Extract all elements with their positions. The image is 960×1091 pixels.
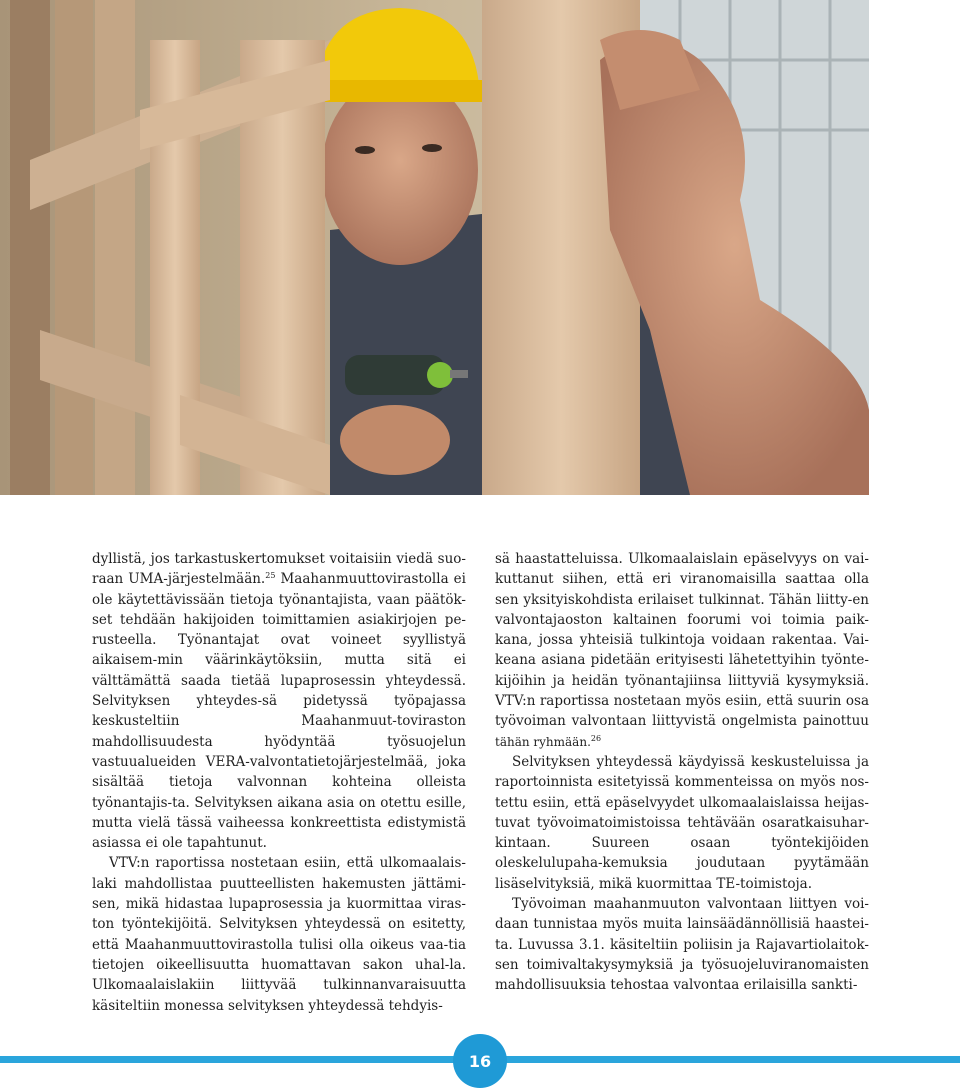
left-paragraph-1-part-b: Maahanmuuttovirastolla ei ole käytettävissään tietoja työnantajista, vaan päätök-set tehdään hakijoiden toimittamien asiakirjojen pe-rusteella. Työnantajat ovat voineet syyllistyä aikaisem-min väärinkäytöksiin, mutta sitä ei välttämättä saada tietää lupaprosessin yhteydessä. Selvityksen yhteydes-sä pidetyssä työpajassa keskusteltiin Maahanmuut-toviraston mahdollisuudesta hyödyntää työsuojelun vastuualueiden VERA-valvontatietojärjestelmää, joka sisältää tietoja valvonnan kohteina olleista työnantajis-ta. Selvityksen aikana asia on otettu esille, mutta vielä tässä vaiheessa konkreettista edistymistä asiassa ei ole tapahtunut. bbox=[92, 571, 466, 852]
footnote-ref-26[interactable]: 26 bbox=[590, 733, 602, 743]
page-number: 16 bbox=[468, 1051, 492, 1071]
construction-worker-photo bbox=[0, 0, 869, 495]
left-paragraph-1-part-a: dyllistä, jos tarkastuskertomukset voitaisiin viedä suo-raan UMA-järjestelmään. bbox=[92, 551, 466, 588]
right-paragraph-3: Työvoiman maahanmuuton valvontaan liittyen voi-daan tunnistaa myös muita lainsäädännöllisiä haastei-ta. Luvussa 3.1. käsiteltiin poliisin ja Rajavartiolaitok-sen toimivaltakysymyksiä ja työsuojeluviranomaisten mahdollisuuksia tehostaa valvontaa erilaisilla sankti- bbox=[495, 896, 869, 994]
left-text-column bbox=[92, 549, 466, 1016]
right-paragraph-1-small-text: tähän ryhmään. bbox=[495, 734, 591, 749]
left-paragraph-1 bbox=[92, 549, 466, 853]
right-paragraph-1-text: sä haastatteluissa. Ulkomaalaislain epäselvyys on vai-kuttanut siihen, että eri viranomaisilla saattaa olla sen yksityiskohdista erilaiset tulkinnat. Tähän liitty-en valvontajaoston kaltainen foorumi voi toimia paik-kana, jossa yhteisiä tulkintoja voidaan rakentaa. Vai-keana asiana pidetään erityisesti lähetettyihin työnte-kijöihin ja heidän työnantajiinsa liittyviä kysymyksiä. VTV:n raportissa nostetaan myös esiin, että suurin osa työvoiman valvontaan liittyvistä ongelmista painottuu bbox=[495, 551, 869, 730]
left-paragraph-2: VTV:n raportissa nostetaan esiin, että ulkomaalais-laki mahdollistaa puutteellisten hakemusten jättämi-sen, mikä hidastaa lupaprosessia ja kuormittaa viras-ton työntekijöitä. Selvityksen yhteydessä on esitetty, että Maahanmuuttovirastolla tulisi olla oikeus vaa-tia tietojen oikeellisuutta huomattavan sakon uhal-la. Ulkomaalaislakiin liittyvää tulkinnanvaraisuutta käsiteltiin monessa selvityksen yhteydessä tehdyis- bbox=[92, 855, 466, 1014]
right-text-column bbox=[495, 549, 869, 996]
right-paragraph-1 bbox=[495, 549, 869, 752]
footnote-ref-25[interactable]: 25 bbox=[265, 571, 276, 581]
page-number-badge bbox=[453, 1034, 507, 1088]
construction-worker-photo-icon bbox=[0, 0, 869, 495]
right-paragraph-2: Selvityksen yhteydessä käydyissä keskusteluissa ja raportoinnista esitetyissä kommenteissa on myös nos-tettu esiin, että epäselvyydet ulkomaalaislaissa heijas-tuvat työvoimatoimistoissa tehtävään osaratkaisuhar-kintaan. Suureen osaan työntekijöiden oleskelulupaha-kemuksia joudutaan pyytämään lisäselvityksiä, mikä kuormittaa TE-toimistoja. bbox=[495, 753, 869, 892]
